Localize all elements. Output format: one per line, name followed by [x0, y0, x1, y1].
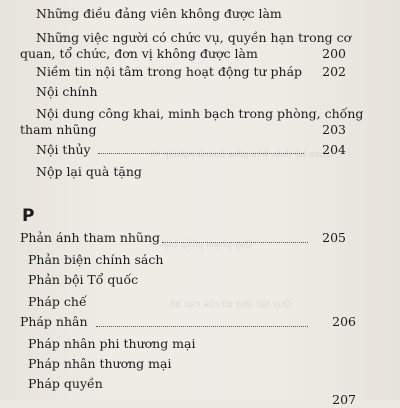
entry-text: Nộp lại quà tặng [36, 164, 142, 179]
leader-dots [162, 242, 308, 243]
entry-text: Pháp quyền [28, 376, 103, 391]
bleed-through-text: Quy tắc ứng xử của cán bộ [170, 300, 292, 310]
page-number: 200 [322, 46, 346, 61]
bleed-through-text: Quan hệ thân hữu giữa doanh nghiệp và [150, 150, 334, 160]
page-number: 203 [322, 122, 346, 137]
entry-text: Nội dung công khai, minh bạch trong phòng, chống [36, 106, 364, 121]
entry-text: Phản ánh tham nhũng [20, 230, 161, 245]
entry-text: Nội chính [36, 84, 98, 99]
entry-text: tham nhũng [20, 122, 97, 137]
page-number: 204 [322, 142, 346, 157]
entry-text: quan, tổ chức, đơn vị không được làm [20, 46, 258, 61]
entry-text: Nội thủy [36, 142, 91, 157]
entry-text: Những việc người có chức vụ, quyền hạn trong cơ [36, 30, 352, 45]
entry-text: Phản biện chính sách [28, 252, 164, 267]
leader-dots [98, 153, 304, 154]
leader-dots [96, 326, 308, 327]
entry-text: Pháp chế [28, 294, 87, 309]
entry-text: Những điều đảng viên không được làm [36, 6, 282, 21]
entry-text: Phản bội Tổ quốc [28, 272, 139, 287]
entry-text: Pháp nhân [20, 314, 88, 329]
page-number: 205 [322, 230, 346, 245]
page-number: 202 [322, 64, 346, 79]
bleed-through-text: Quy phạm pháp luật [160, 240, 253, 250]
page-number: 207 [332, 392, 356, 407]
entry-text: Pháp nhân phi thương mại [28, 336, 196, 351]
entry-text: Niềm tin nội tâm trong hoạt động tư pháp [36, 64, 303, 79]
entry-text: Pháp nhân thương mại [28, 356, 172, 371]
page-number: 206 [332, 314, 356, 329]
section-letter: P [22, 206, 35, 226]
